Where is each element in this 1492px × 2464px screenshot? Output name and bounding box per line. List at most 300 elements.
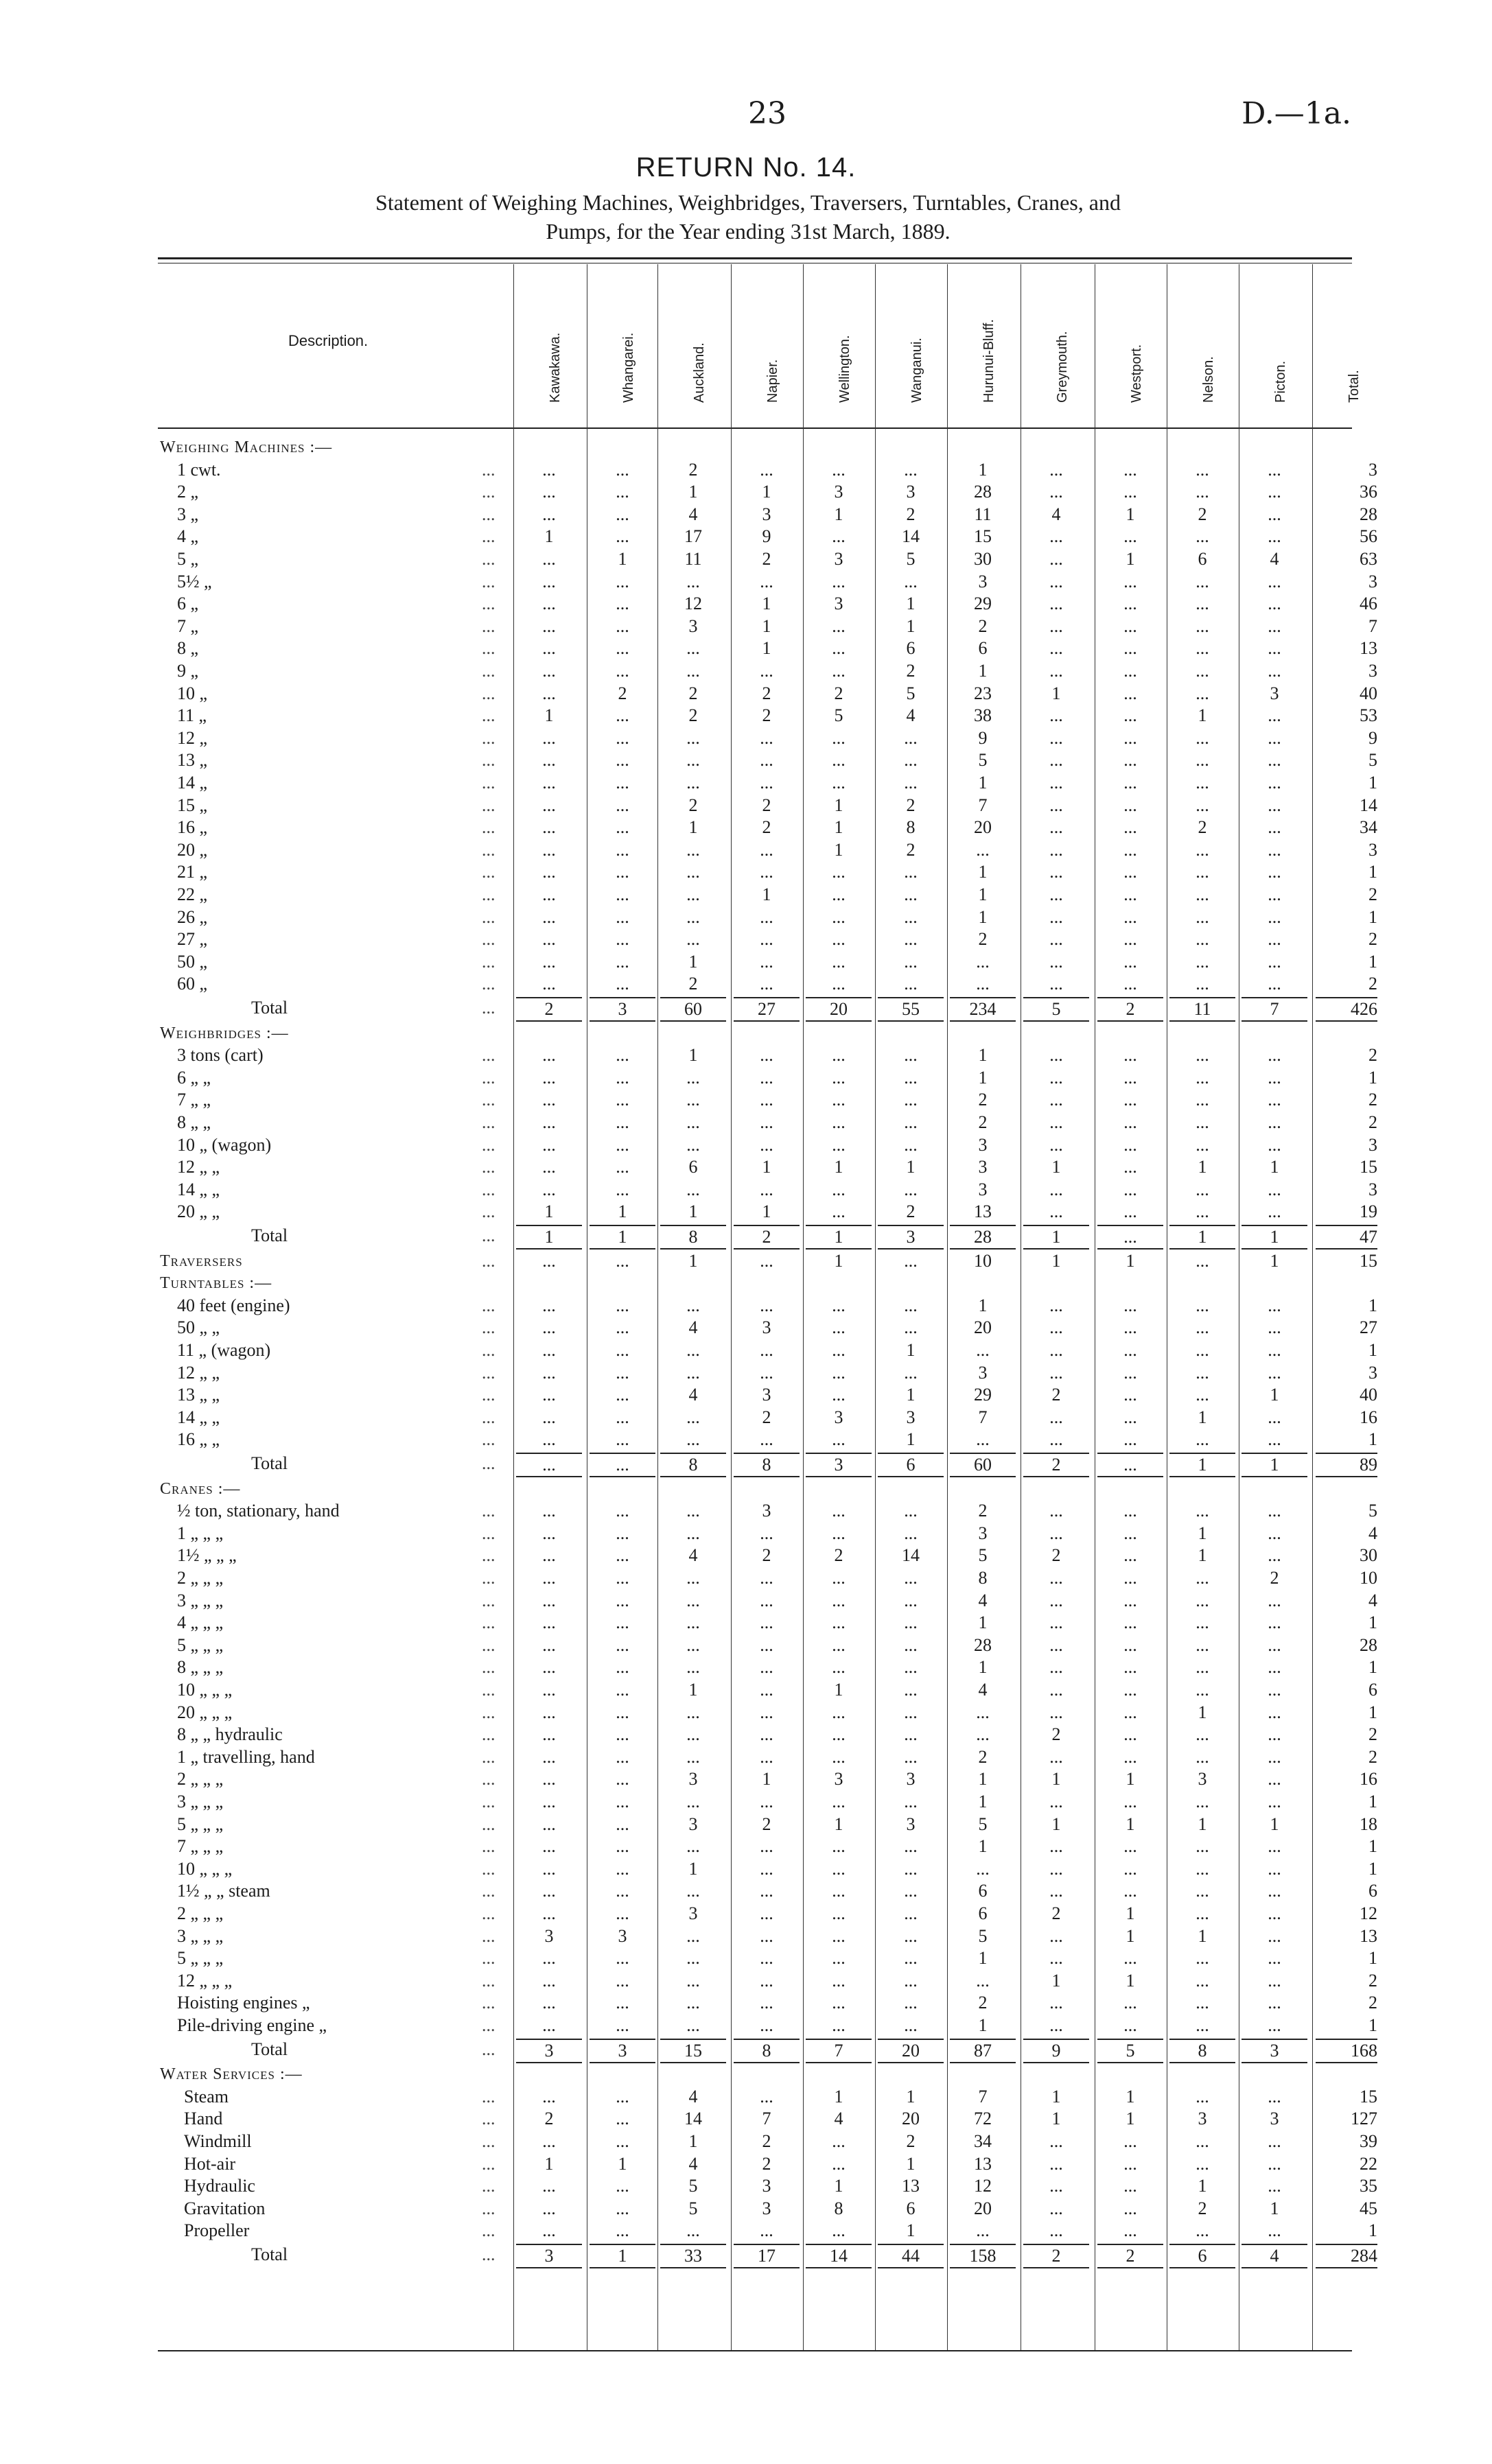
row-label: 20 „ bbox=[177, 839, 208, 860]
table-cell: 1 bbox=[978, 1612, 988, 1633]
table-row bbox=[0, 2220, 1492, 2242]
table-cell: 1 bbox=[1368, 1858, 1377, 1879]
leader-dots: ... bbox=[482, 2015, 496, 2035]
leader-dots: ... bbox=[482, 2176, 496, 2196]
table-cell: 1 bbox=[1368, 1429, 1377, 1450]
table-cell: ... bbox=[1049, 1134, 1063, 1155]
table-cell: ... bbox=[1049, 1993, 1063, 2013]
row-label: 50 „ „ bbox=[177, 1317, 220, 1338]
table-cell: 3 bbox=[906, 1769, 916, 1790]
column-header-label: Wanganui. bbox=[909, 338, 924, 403]
table-cell: ... bbox=[1196, 1590, 1209, 1610]
table-cell: 1 bbox=[1368, 1067, 1377, 1088]
table-cell: 1 bbox=[1242, 1225, 1307, 1249]
table-row bbox=[0, 571, 1492, 593]
table-cell: ... bbox=[1049, 1612, 1063, 1633]
table-cell: ... bbox=[1123, 1568, 1137, 1588]
table-cell: ... bbox=[1123, 1948, 1137, 1969]
table-cell: 1 bbox=[1051, 1970, 1061, 1991]
column-header-label: Whangarei. bbox=[621, 332, 636, 403]
leader-dots: ... bbox=[482, 661, 496, 681]
table-cell: ... bbox=[1049, 1090, 1063, 1110]
table-cell: 2 bbox=[1023, 2244, 1089, 2268]
table-cell: 1 bbox=[688, 2131, 698, 2151]
table-cell: ... bbox=[1268, 1993, 1281, 2013]
table-cell: 1 bbox=[1169, 1225, 1235, 1249]
table-cell: ... bbox=[760, 974, 773, 994]
table-cell: ... bbox=[686, 1724, 700, 1745]
table-cell: 1 bbox=[978, 1045, 988, 1066]
table-cell: ... bbox=[1196, 795, 1209, 815]
table-cell: ... bbox=[760, 1970, 773, 1991]
table-cell: ... bbox=[686, 1429, 700, 1450]
table-cell: ... bbox=[904, 1680, 918, 1700]
row-label: 8 „ „ bbox=[177, 1112, 211, 1132]
table-cell: ... bbox=[832, 929, 846, 950]
table-cell: ... bbox=[1268, 1724, 1281, 1745]
section-heading-row bbox=[0, 1478, 1492, 1500]
table-cell: 1 bbox=[1368, 862, 1377, 882]
table-cell: 1 bbox=[978, 459, 988, 480]
table-cell: 1 bbox=[906, 594, 916, 614]
table-cell: 2 bbox=[762, 705, 771, 726]
table-cell: ... bbox=[686, 1295, 700, 1315]
table-cell: ... bbox=[542, 951, 556, 972]
table-cell: ... bbox=[760, 1634, 773, 1655]
table-cell: ... bbox=[542, 839, 556, 860]
row-label: 13 „ bbox=[177, 750, 208, 771]
table-cell: ... bbox=[904, 974, 918, 994]
leader-dots: ... bbox=[482, 1993, 496, 2013]
table-cell: ... bbox=[1123, 1680, 1137, 1700]
table-row bbox=[0, 1201, 1492, 1223]
table-cell: ... bbox=[542, 594, 556, 614]
table-cell: ... bbox=[542, 1836, 556, 1857]
table-cell: ... bbox=[760, 1295, 773, 1315]
table-cell: 8 bbox=[660, 1453, 726, 1477]
table-cell: ... bbox=[1049, 1836, 1063, 1857]
table-cell: 1 bbox=[1198, 705, 1207, 726]
table-cell: 4 bbox=[1368, 1590, 1377, 1610]
table-cell: 1 bbox=[1368, 1792, 1377, 1811]
table-cell: ... bbox=[1196, 661, 1209, 681]
table-cell: 47 bbox=[1316, 1225, 1377, 1249]
table-cell: ... bbox=[1268, 2015, 1281, 2035]
table-cell: 63 bbox=[1360, 549, 1377, 569]
column-header bbox=[1258, 268, 1288, 419]
table-cell: ... bbox=[760, 1045, 773, 1066]
table-cell: 8 bbox=[978, 1568, 988, 1588]
table-cell: ... bbox=[542, 571, 556, 591]
table-cell: ... bbox=[1196, 1317, 1209, 1338]
column-header-label: Napier. bbox=[765, 359, 780, 403]
table-cell: 1 bbox=[1051, 683, 1061, 703]
table-cell: ... bbox=[832, 1090, 846, 1110]
table-cell: ... bbox=[686, 1067, 700, 1088]
table-cell: ... bbox=[1196, 1179, 1209, 1199]
table-cell: ... bbox=[686, 1746, 700, 1767]
table-cell: 12 bbox=[974, 2176, 992, 2196]
table-cell: 34 bbox=[1360, 817, 1377, 838]
table-cell: ... bbox=[686, 1362, 700, 1383]
table-cell: ... bbox=[904, 951, 918, 972]
leader-dots: ... bbox=[482, 1657, 496, 1678]
table-cell: 3 bbox=[1198, 2109, 1207, 2129]
table-cell: 18 bbox=[1360, 1814, 1377, 1834]
table-cell: 3 bbox=[906, 1814, 916, 1834]
leader-dots: ... bbox=[482, 1881, 496, 1901]
table-cell: ... bbox=[542, 773, 556, 793]
table-row bbox=[0, 951, 1492, 973]
table-cell: 20 bbox=[974, 2198, 992, 2218]
table-cell: 1 bbox=[1368, 2015, 1377, 2035]
leader-dots: ... bbox=[482, 2109, 496, 2129]
table-cell: ... bbox=[616, 1523, 629, 1543]
table-row bbox=[0, 839, 1492, 861]
table-cell: ... bbox=[760, 1881, 773, 1901]
table-cell: 4 bbox=[688, 1317, 698, 1338]
table-cell: ... bbox=[904, 1792, 918, 1811]
table-cell: ... bbox=[904, 906, 918, 927]
table-cell: ... bbox=[1123, 795, 1137, 815]
table-cell: ... bbox=[542, 1970, 556, 1991]
table-cell: 1 bbox=[762, 482, 771, 502]
table-cell: ... bbox=[542, 661, 556, 681]
table-bottom-rule bbox=[158, 2350, 1352, 2351]
section-heading: Water Services :— bbox=[160, 2065, 303, 2084]
table-cell: 1 bbox=[688, 1045, 698, 1066]
table-row bbox=[0, 817, 1492, 838]
table-row bbox=[0, 1339, 1492, 1361]
table-cell: ... bbox=[760, 1090, 773, 1110]
table-cell: ... bbox=[542, 1903, 556, 1923]
table-cell: ... bbox=[616, 459, 629, 480]
table-cell: 1 bbox=[1023, 1225, 1089, 1249]
table-cell: ... bbox=[832, 884, 846, 904]
table-cell: 35 bbox=[1360, 2176, 1377, 2196]
leader-dots: ... bbox=[482, 1317, 496, 1338]
table-cell: ... bbox=[1268, 884, 1281, 904]
table-cell: 3 bbox=[906, 1407, 916, 1427]
leader-dots: ... bbox=[482, 638, 496, 659]
table-cell: ... bbox=[1123, 1993, 1137, 2013]
table-cell: 13 bbox=[974, 2153, 992, 2174]
row-label: Steam bbox=[184, 2086, 229, 2107]
table-cell: ... bbox=[542, 1993, 556, 2013]
table-cell: ... bbox=[832, 1702, 846, 1722]
section-heading-row bbox=[0, 2063, 1492, 2085]
table-cell: ... bbox=[542, 504, 556, 524]
table-cell: ... bbox=[832, 1634, 846, 1655]
table-cell: 1 bbox=[762, 1769, 771, 1790]
table-cell: ... bbox=[616, 750, 629, 771]
column-header-label: Nelson. bbox=[1201, 356, 1216, 403]
table-cell: 3 bbox=[806, 1453, 872, 1477]
table-cell: ... bbox=[616, 773, 629, 793]
row-label: 8 „ „ „ bbox=[177, 1657, 224, 1678]
leader-dots: ... bbox=[482, 1970, 496, 1991]
table-cell: ... bbox=[542, 2015, 556, 2035]
table-cell: ... bbox=[760, 571, 773, 591]
table-cell: ... bbox=[542, 1067, 556, 1088]
table-cell: ... bbox=[542, 2220, 556, 2241]
table-cell: 1 bbox=[978, 1769, 988, 1790]
row-label: 10 „ (wagon) bbox=[177, 1134, 272, 1155]
leader-dots: ... bbox=[482, 1225, 496, 1245]
table-cell: 1 bbox=[1368, 1340, 1377, 1360]
table-cell: 1 bbox=[544, 2153, 554, 2174]
table-cell: ... bbox=[1123, 661, 1137, 681]
table-cell: 89 bbox=[1316, 1453, 1377, 1477]
table-cell: 1 bbox=[1368, 2220, 1377, 2241]
table-row bbox=[0, 884, 1492, 906]
table-cell: ... bbox=[1049, 1429, 1063, 1450]
table-cell: 1 bbox=[1126, 1769, 1135, 1790]
table-cell: ... bbox=[686, 661, 700, 681]
table-cell: ... bbox=[542, 1045, 556, 1066]
table-cell: 1 bbox=[1126, 1250, 1135, 1271]
table-cell: ... bbox=[1196, 1385, 1209, 1405]
table-cell: ... bbox=[1123, 615, 1137, 636]
table-cell: ... bbox=[686, 929, 700, 950]
table-cell: ... bbox=[1196, 2153, 1209, 2174]
table-cell: 2 bbox=[734, 1225, 800, 1249]
table-cell: ... bbox=[542, 1407, 556, 1427]
table-cell: ... bbox=[616, 1157, 629, 1177]
table-cell: ... bbox=[542, 1814, 556, 1834]
table-cell: ... bbox=[542, 683, 556, 703]
table-cell: ... bbox=[1049, 1925, 1063, 1946]
leader-dots: ... bbox=[482, 1568, 496, 1588]
table-cell: 1 bbox=[1198, 1407, 1207, 1427]
table-cell: 12 bbox=[684, 594, 702, 614]
table-cell: ... bbox=[616, 1903, 629, 1923]
table-cell: ... bbox=[686, 1836, 700, 1857]
column-header-label: Kawakawa. bbox=[548, 332, 563, 403]
leader-dots: ... bbox=[482, 571, 496, 591]
table-cell: ... bbox=[1123, 1590, 1137, 1610]
table-cell: 2 bbox=[978, 1501, 988, 1521]
row-label: 1½ „ „ „ bbox=[177, 1545, 237, 1566]
leader-dots: ... bbox=[482, 998, 496, 1018]
table-cell: ... bbox=[760, 1657, 773, 1678]
table-cell: ... bbox=[616, 884, 629, 904]
table-cell: ... bbox=[1268, 1590, 1281, 1610]
table-cell: 284 bbox=[1316, 2244, 1377, 2268]
table-cell: ... bbox=[1196, 839, 1209, 860]
table-cell: ... bbox=[760, 2086, 773, 2107]
table-cell: ... bbox=[542, 1881, 556, 1901]
table-cell: ... bbox=[904, 1045, 918, 1066]
table-cell: 3 bbox=[618, 1925, 627, 1946]
table-cell: ... bbox=[542, 1295, 556, 1315]
table-cell: 2 bbox=[906, 661, 916, 681]
table-cell: ... bbox=[832, 727, 846, 748]
total-row bbox=[0, 1225, 1492, 1247]
row-label: 2 „ „ „ bbox=[177, 1769, 224, 1790]
table-cell: ... bbox=[1268, 705, 1281, 726]
table-cell: ... bbox=[1123, 2176, 1137, 2196]
table-row bbox=[0, 1612, 1492, 1634]
table-cell: ... bbox=[616, 1836, 629, 1857]
table-cell: ... bbox=[904, 929, 918, 950]
table-cell: ... bbox=[1268, 795, 1281, 815]
description-header: Description. bbox=[288, 332, 369, 349]
row-label: 4 „ bbox=[177, 526, 199, 547]
table-row bbox=[0, 727, 1492, 749]
table-cell: ... bbox=[1123, 906, 1137, 927]
table-cell: 2 bbox=[906, 2131, 916, 2151]
table-cell: ... bbox=[686, 906, 700, 927]
table-cell: 3 bbox=[1368, 1362, 1377, 1383]
table-cell: 7 bbox=[978, 2086, 988, 2107]
table-cell: ... bbox=[832, 1501, 846, 1521]
table-cell: ... bbox=[904, 1590, 918, 1610]
table-cell: 1 bbox=[762, 638, 771, 659]
leader-dots: ... bbox=[482, 2086, 496, 2107]
table-cell: ... bbox=[616, 1612, 629, 1633]
table-cell: 29 bbox=[974, 594, 992, 614]
table-cell: ... bbox=[1196, 615, 1209, 636]
table-cell: ... bbox=[616, 2220, 629, 2241]
table-cell: ... bbox=[1196, 884, 1209, 904]
table-cell: ... bbox=[1049, 1112, 1063, 1132]
table-cell: ... bbox=[904, 1612, 918, 1633]
table-cell: ... bbox=[832, 1970, 846, 1991]
table-cell: ... bbox=[760, 862, 773, 882]
table-cell: ... bbox=[760, 1112, 773, 1132]
leader-dots: ... bbox=[482, 1836, 496, 1857]
table-cell: ... bbox=[1049, 1362, 1063, 1383]
table-cell: 2 bbox=[1368, 1746, 1377, 1767]
table-cell: 1 bbox=[834, 2176, 843, 2196]
total-row bbox=[0, 997, 1492, 1019]
table-cell: ... bbox=[1123, 1858, 1137, 1879]
table-cell: ... bbox=[1268, 974, 1281, 994]
table-row bbox=[0, 1384, 1492, 1406]
table-cell: 4 bbox=[688, 2086, 698, 2107]
table-cell: 158 bbox=[950, 2244, 1016, 2268]
table-cell: ... bbox=[542, 1634, 556, 1655]
table-cell: ... bbox=[1268, 1295, 1281, 1315]
table-cell: ... bbox=[760, 1523, 773, 1543]
table-cell: 14 bbox=[902, 526, 920, 547]
table-cell: ... bbox=[1123, 1612, 1137, 1633]
table-cell: ... bbox=[760, 951, 773, 972]
table-cell: 3 bbox=[834, 1407, 843, 1427]
table-cell: 1 bbox=[978, 1948, 988, 1969]
table-cell: ... bbox=[1123, 1112, 1137, 1132]
table-cell: ... bbox=[904, 1090, 918, 1110]
table-cell: ... bbox=[616, 1814, 629, 1834]
row-label: 13 „ „ bbox=[177, 1385, 220, 1405]
table-cell: 2 bbox=[1051, 1385, 1061, 1405]
table-cell: ... bbox=[686, 2220, 700, 2241]
table-cell: ... bbox=[904, 1903, 918, 1923]
table-cell: ... bbox=[686, 2015, 700, 2035]
table-cell: 2 bbox=[762, 2153, 771, 2174]
row-label: 7 „ „ bbox=[177, 1090, 211, 1110]
table-cell: ... bbox=[760, 1568, 773, 1588]
table-cell: 3 bbox=[978, 1157, 988, 1177]
table-cell: ... bbox=[616, 1112, 629, 1132]
table-row bbox=[0, 1880, 1492, 1902]
table-cell: ... bbox=[1049, 1881, 1063, 1901]
table-cell: ... bbox=[616, 526, 629, 547]
table-cell: 15 bbox=[660, 2039, 726, 2063]
table-cell: ... bbox=[616, 839, 629, 860]
column-header-label: Total. bbox=[1347, 370, 1362, 403]
table-cell: ... bbox=[1268, 1657, 1281, 1678]
table-cell: ... bbox=[1123, 727, 1137, 748]
table-cell: ... bbox=[832, 951, 846, 972]
row-label: 12 „ „ bbox=[177, 1362, 220, 1383]
table-cell: ... bbox=[542, 929, 556, 950]
table-cell: 1 bbox=[1126, 1903, 1135, 1923]
table-cell: ... bbox=[832, 1429, 846, 1450]
table-cell: ... bbox=[976, 974, 990, 994]
row-label: 50 „ bbox=[177, 951, 208, 972]
table-cell: ... bbox=[616, 1179, 629, 1199]
table-cell: ... bbox=[1268, 1702, 1281, 1722]
table-cell: 3 bbox=[762, 1385, 771, 1405]
table-cell: 1 bbox=[688, 482, 698, 502]
row-label: Pile-driving engine „ bbox=[177, 2015, 327, 2035]
table-cell: ... bbox=[542, 1523, 556, 1543]
leader-dots: ... bbox=[482, 1792, 496, 1811]
table-cell: 9 bbox=[978, 727, 988, 748]
table-cell: 1 bbox=[590, 2244, 655, 2268]
table-row bbox=[0, 973, 1492, 995]
table-cell: ... bbox=[686, 1948, 700, 1969]
leader-dots: ... bbox=[482, 2244, 496, 2264]
table-cell: 44 bbox=[878, 2244, 944, 2268]
table-cell: ... bbox=[516, 1453, 582, 1477]
table-row bbox=[0, 1067, 1492, 1089]
table-row bbox=[0, 906, 1492, 928]
table-cell: ... bbox=[616, 1067, 629, 1088]
table-row bbox=[0, 2153, 1492, 2175]
table-cell: ... bbox=[542, 862, 556, 882]
leader-dots: ... bbox=[482, 2153, 496, 2174]
table-cell: ... bbox=[542, 2198, 556, 2218]
table-cell: ... bbox=[1196, 1746, 1209, 1767]
table-cell: ... bbox=[1268, 526, 1281, 547]
table-cell: 4 bbox=[1051, 504, 1061, 524]
column-header-label: Wellington. bbox=[837, 335, 852, 403]
table-cell: ... bbox=[904, 1250, 918, 1271]
table-cell: ... bbox=[760, 459, 773, 480]
table-cell: ... bbox=[616, 1858, 629, 1879]
table-cell: 40 bbox=[1360, 683, 1377, 703]
table-cell: 87 bbox=[950, 2039, 1016, 2063]
table-cell: 22 bbox=[1360, 2153, 1377, 2174]
table-cell: 4 bbox=[978, 1590, 988, 1610]
table-cell: 1 bbox=[834, 1680, 843, 1700]
row-label: 11 „ (wagon) bbox=[177, 1340, 271, 1360]
table-cell: ... bbox=[904, 1657, 918, 1678]
table-cell: 3 bbox=[978, 571, 988, 591]
table-cell: 2 bbox=[978, 615, 988, 636]
table-cell: 2 bbox=[1051, 1545, 1061, 1566]
table-cell: ... bbox=[904, 2015, 918, 2035]
table-cell: ... bbox=[1049, 1590, 1063, 1610]
table-row bbox=[0, 660, 1492, 682]
table-cell: ... bbox=[542, 817, 556, 838]
table-cell: ... bbox=[760, 1746, 773, 1767]
row-label: 10 „ bbox=[177, 683, 208, 703]
table-cell: 7 bbox=[978, 1407, 988, 1427]
